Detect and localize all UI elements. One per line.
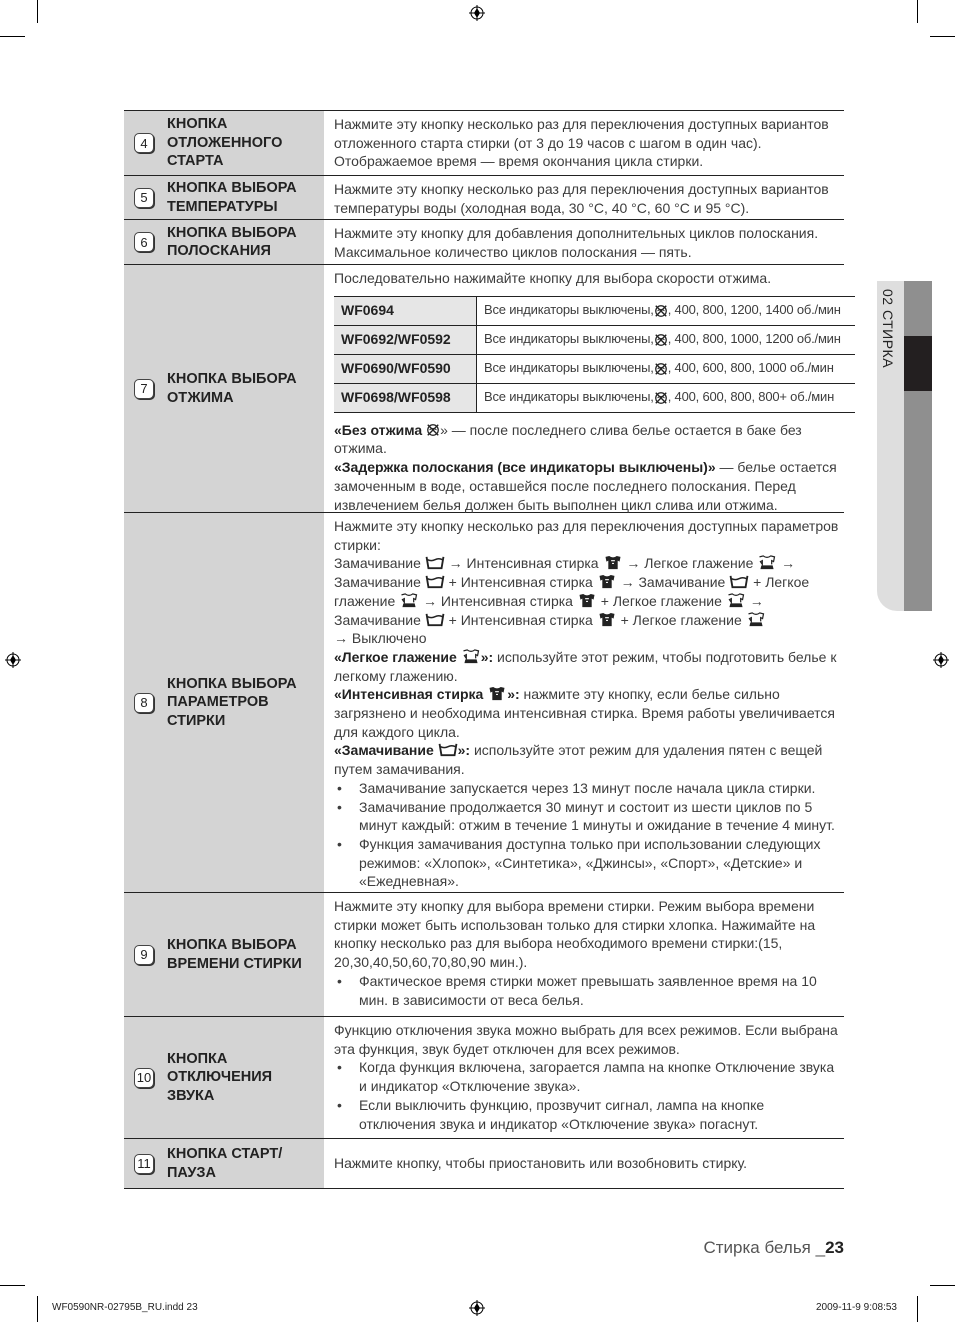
soak-note: «Замачивание »: используйте этот режим для удаления пятен с вещей путем замачивания. bbox=[334, 742, 823, 778]
model-name: WF0692/WF0592 bbox=[334, 326, 477, 354]
spin-table-row: WF0698/WF0598 Все индикаторы выключены, , 400, 600, 800, 800+ об./мин bbox=[334, 384, 855, 413]
chapter-tab-label: 02 СТИРКА bbox=[880, 289, 896, 369]
crop-mark bbox=[917, 0, 918, 23]
spin-intro: Последовательно нажимайте кнопку для выбора скорости отжима. bbox=[334, 270, 772, 286]
soak-icon bbox=[425, 612, 445, 627]
no-spin-icon bbox=[654, 362, 668, 376]
bullet-item: • Фактическое время стирки может превышать заявленное время на 10 мин. в зависимости от веса белья. bbox=[334, 972, 844, 1009]
control-label: КНОПКА ВЫБОРА ПАРАМЕТРОВ СТИРКИ bbox=[167, 675, 297, 729]
intensive-wash-note: «Интенсивная стирка »: нажмите эту кнопку, если белье сильно загрязнено и необходима интенсивная стирка. Время работы увеличивается для каждого цикла. bbox=[334, 686, 835, 740]
table-row bbox=[124, 265, 844, 513]
intensive-wash-icon bbox=[603, 555, 623, 570]
model-name: WF0694 bbox=[334, 297, 477, 325]
table-row bbox=[124, 220, 844, 265]
easy-iron-icon bbox=[757, 555, 777, 570]
intensive-wash-icon bbox=[577, 593, 597, 608]
table-row bbox=[124, 111, 844, 176]
no-spin-note: «Без отжима » — после последнего слива белье остается в баке без отжима. bbox=[334, 421, 802, 457]
spin-table-row: WF0692/WF0592 Все индикаторы выключены, , 400, 800, 1000, 1200 об./мин bbox=[334, 326, 855, 355]
control-description: Нажмите эту кнопку несколько раз для переключения доступных вариантов температуры воды (холодная вода, 30 °C, 40 °C, 60 °C и 95 °C). bbox=[334, 181, 829, 216]
chapter-tab-bar bbox=[904, 281, 932, 611]
no-spin-icon bbox=[654, 333, 668, 347]
crop-mark bbox=[0, 1285, 25, 1286]
item-number-badge: 8 bbox=[134, 693, 154, 713]
section-name: Стирка белья _ bbox=[703, 1238, 826, 1257]
no-spin-icon bbox=[654, 304, 668, 318]
item-number-badge: 7 bbox=[134, 379, 154, 399]
item-number-badge: 5 bbox=[134, 188, 154, 208]
rinse-hold-note: «Задержка полоскания (все индикаторы выключены)» — белье остается замоченным в воде, оставшейся после последнего полоскания. Перед извлечением белья должен быть выполнен цикл слива или отжима. bbox=[334, 459, 837, 513]
bullet-item: • Замачивание запускается через 13 минут после начала цикла стирки. bbox=[334, 779, 844, 798]
print-datetime: 2009-11-9 9:08:53 bbox=[816, 1302, 897, 1313]
options-intro: Нажмите эту кнопку несколько раз для переключения доступных параметров стирки: bbox=[334, 518, 839, 553]
bullet-item: • Функция замачивания доступна только при использовании следующих режимов: «Хлопок», «Синтетика», «Джинсы», «Спорт», «Детские» и «Ежедневная». bbox=[334, 835, 844, 891]
intensive-wash-icon bbox=[487, 686, 507, 701]
registration-mark-icon bbox=[469, 1300, 485, 1316]
page-footer bbox=[703, 1238, 844, 1258]
item-number-badge: 6 bbox=[134, 232, 154, 252]
spin-table-row: WF0694 Все индикаторы выключены, , 400, 800, 1200, 1400 об./мин bbox=[334, 297, 855, 326]
soak-icon bbox=[438, 742, 458, 757]
control-description: Нажмите кнопку, чтобы приостановить или возобновить стирку. bbox=[334, 1154, 748, 1171]
control-description: Нажмите эту кнопку для добавления дополнительных циклов полоскания. Максимальное количество циклов полоскания — пять. bbox=[334, 225, 819, 260]
control-label: КНОПКА ВЫБОРА ТЕМПЕРАТУРЫ bbox=[167, 180, 297, 215]
controls-table bbox=[124, 110, 844, 1189]
item-number-badge: 11 bbox=[134, 1154, 154, 1174]
item-number-badge: 9 bbox=[134, 945, 154, 965]
registration-mark-icon bbox=[933, 652, 949, 668]
easy-iron-icon bbox=[399, 593, 419, 608]
model-name: WF0698/WF0598 bbox=[334, 384, 477, 412]
chapter-tab-marker bbox=[904, 336, 932, 391]
control-description: Функцию отключения звука можно выбрать для всех режимов. Если выбрана эта функция, звук будет отключен для всех режимов. bbox=[334, 1022, 838, 1057]
table-row bbox=[124, 893, 844, 1017]
item-number-badge: 4 bbox=[134, 133, 154, 153]
soak-icon bbox=[425, 555, 445, 570]
item-number-badge: 10 bbox=[134, 1068, 154, 1088]
control-label: КНОПКА ВЫБОРА ПОЛОСКАНИЯ bbox=[167, 224, 297, 259]
table-row bbox=[124, 1139, 844, 1189]
easy-iron-icon bbox=[746, 612, 766, 627]
control-label: КНОПКА ВЫБОРА ВРЕМЕНИ СТИРКИ bbox=[167, 937, 302, 972]
page-number: 23 bbox=[825, 1238, 844, 1257]
crop-mark bbox=[930, 1285, 955, 1286]
control-description: Нажмите эту кнопку для выбора времени стирки. Режим выбора времени стирки может быть использован только для стирки хлопка. Нажимайте на кнопку несколько раз для выбора необходимого времени стирки:(15, 20,30,40,50,60,70,80,90 мин.). bbox=[334, 898, 816, 971]
registration-mark-icon bbox=[5, 652, 21, 668]
crop-mark bbox=[37, 1296, 38, 1322]
easy-iron-note: «Легкое глажение »: используйте этот режим, чтобы подготовить белье к легкому глажению. bbox=[334, 648, 837, 684]
table-row bbox=[124, 176, 844, 220]
spin-speed-table bbox=[334, 296, 855, 413]
control-label: КНОПКА СТАРТ/ПАУЗА bbox=[167, 1146, 283, 1181]
control-label: КНОПКА ВЫБОРА ОТЖИМА bbox=[167, 371, 297, 406]
control-label: КНОПКА ОТКЛЮЧЕНИЯ ЗВУКА bbox=[167, 1050, 273, 1104]
model-name: WF0690/WF0590 bbox=[334, 355, 477, 383]
easy-iron-icon bbox=[461, 649, 481, 664]
print-file-name: WF0590NR-02795B_RU.indd 23 bbox=[52, 1302, 198, 1313]
intensive-wash-icon bbox=[597, 574, 617, 589]
bullet-item: • Когда функция включена, загорается лампа на кнопке Отключение звука и индикатор «Отключение звука». bbox=[334, 1058, 844, 1095]
crop-mark bbox=[917, 1296, 918, 1322]
crop-mark bbox=[37, 0, 38, 23]
spin-table-row: WF0690/WF0590 Все индикаторы выключены, , 400, 600, 800, 1000 об./мин bbox=[334, 355, 855, 384]
table-row bbox=[124, 513, 844, 893]
control-description: Нажмите эту кнопку несколько раз для переключения доступных вариантов отложенного старта стирки (от 3 до 19 часов с шагом в один час). Отображаемое время — время окончания цикла стирки. bbox=[334, 116, 829, 170]
easy-iron-icon bbox=[726, 593, 746, 608]
no-spin-icon bbox=[654, 391, 668, 405]
crop-mark bbox=[930, 36, 955, 37]
table-row bbox=[124, 1017, 844, 1139]
control-label: КНОПКА ОТЛОЖЕННОГО СТАРТА bbox=[167, 116, 283, 170]
bullet-item: • Если выключить функцию, прозвучит сигнал, лампа на кнопке отключения звука и индикатор «Отключение звука» погаснут. bbox=[334, 1096, 844, 1133]
bullet-item: • Замачивание продолжается 30 минут и состоит из шести циклов по 5 минут каждый: отжим в течение 1 минуты и ожидание в течение 4 минут. bbox=[334, 798, 844, 835]
registration-mark-icon bbox=[469, 5, 485, 21]
no-spin-icon bbox=[426, 423, 440, 437]
soak-icon bbox=[425, 574, 445, 589]
crop-mark bbox=[0, 36, 25, 37]
soak-icon bbox=[729, 574, 749, 589]
intensive-wash-icon bbox=[597, 612, 617, 627]
options-sequence: Замачивание → Интенсивная стирка → Легкое глажение → Замачивание + Интенсивная стирка → Замачивание + Легкое глажение → Интенсивная стирка + Легкое глажение → Замачивание + Интенсивная стирка + Легкое глажение → Выключено bbox=[334, 555, 810, 647]
